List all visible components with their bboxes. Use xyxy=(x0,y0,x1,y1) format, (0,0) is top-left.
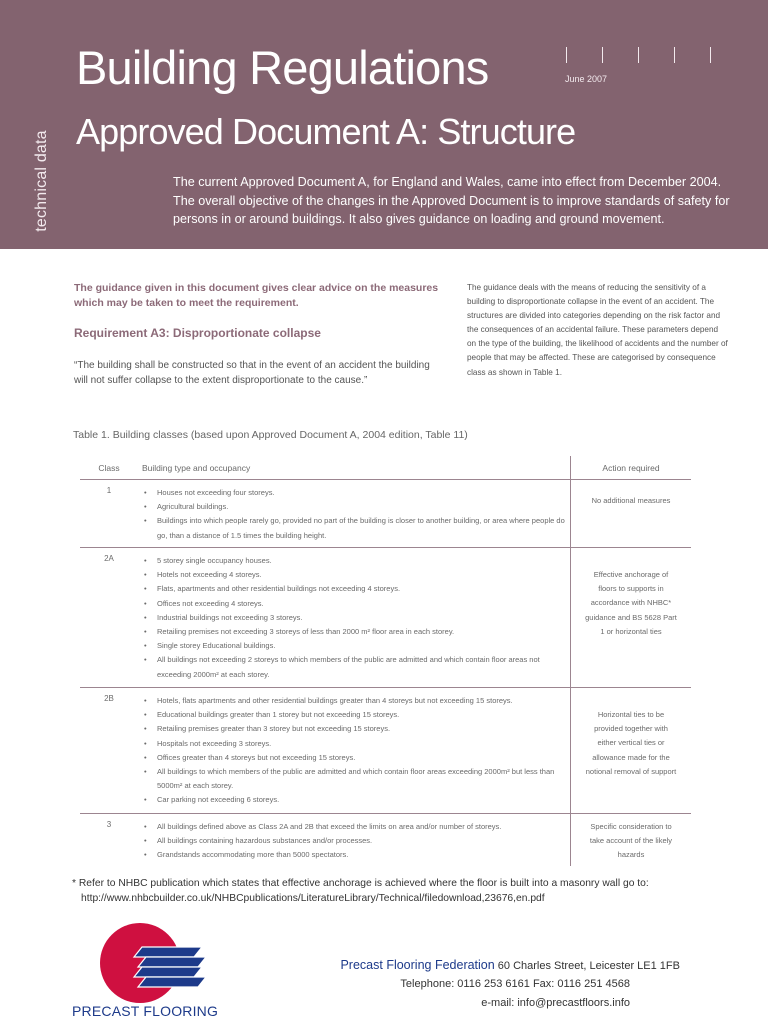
logo-stacked-slabs xyxy=(134,947,206,987)
table-row xyxy=(80,814,691,866)
class-cell: 2B xyxy=(80,688,138,814)
guidance-paragraph: The guidance deals with the means of reducing the sensitivity of a building to disproportionate collapse in the event of an accident. The structures are divided into categories depending on the risk factor and the consequences of an accidental failure. These parameters depend on the type of the building, the likelihood of accidents and the number of people that may be affected. These are categorised by consequence class as shown in Table 1. xyxy=(467,283,728,377)
footnote-text: * Refer to NHBC publication which states that effective anchorage is achieved where the floor is built into a masonry wall go to: xyxy=(72,878,649,889)
action-text: No additional measures xyxy=(591,496,671,505)
page-title: Building Regulations xyxy=(76,41,489,94)
side-tab xyxy=(29,126,55,236)
requirement-quote: “The building shall be constructed so that in the event of an accident the building will not suffer collapse to the extent disproportionate to the cause.” xyxy=(74,360,430,386)
occupancy-list xyxy=(139,486,569,543)
action-cell xyxy=(571,480,692,548)
type-column-header: Building type and occupancy xyxy=(138,456,571,480)
occupancy-list xyxy=(139,820,569,863)
list-item: • All buildings to which members of the public are admitted and which contain floor areas exceeding 2000m² but less than 5000m² at each storey. xyxy=(144,765,569,793)
action-cell xyxy=(571,548,692,688)
page-subtitle: Approved Document A: Structure xyxy=(76,111,576,152)
list-item: • Hotels not exceeding 4 storeys. xyxy=(144,568,569,582)
org-address-line xyxy=(286,958,680,972)
org-name: Precast Flooring Federation xyxy=(340,958,495,972)
type-cell xyxy=(138,548,571,688)
precast-flooring-logo-icon xyxy=(100,923,214,1003)
class-cell: 3 xyxy=(80,814,138,866)
list-item: • Buildings into which people rarely go, provided no part of the building is closer to another building, or area where people do go, than a distance of 1.5 times the building height. xyxy=(144,514,569,542)
type-cell xyxy=(138,480,571,548)
footnote-link[interactable]: http://www.nhbcbuilder.co.uk/NHBCpublications/LiteratureLibrary/Technical/filedownload,23676,en.pdf xyxy=(81,892,545,904)
list-item: • Agricultural buildings. xyxy=(144,500,569,514)
action-text: Horizontal ties to be provided together with either vertical ties or allowance made for the notional removal of support xyxy=(585,710,677,776)
publication-date: June 2007 xyxy=(565,74,608,84)
list-item: • All buildings defined above as Class 2A and 2B that exceed the limits on area and/or number of storeys. xyxy=(144,820,569,834)
list-item: • Houses not exceeding four storeys. xyxy=(144,486,569,500)
occupancy-list xyxy=(139,694,569,808)
table-row xyxy=(80,480,691,548)
org-address: 60 Charles Street, Leicester LE1 1FB xyxy=(497,960,680,972)
class-column-header: Class xyxy=(80,456,138,480)
tick-mark xyxy=(710,47,711,63)
list-item: • Retailing premises greater than 3 storey but not exceeding 15 storeys. xyxy=(144,722,569,736)
building-classes-table xyxy=(80,456,691,866)
type-cell xyxy=(138,688,571,814)
header-band xyxy=(0,0,768,249)
tick-marks xyxy=(566,47,716,63)
type-cell xyxy=(138,814,571,866)
list-item: • Car parking not exceeding 6 storeys. xyxy=(144,793,569,807)
action-cell xyxy=(571,814,692,866)
table-header-row xyxy=(80,456,691,480)
class-cell: 1 xyxy=(106,486,112,495)
table-caption: Table 1. Building classes (based upon Approved Document A, 2004 edition, Table 11) xyxy=(73,429,468,441)
footnote xyxy=(72,877,732,906)
list-item: • Retailing premises not exceeding 3 storeys of less than 2000 m² floor area in each storey. xyxy=(144,625,569,639)
tick-mark xyxy=(638,47,639,63)
list-item: • Grandstands accommodating more than 5000 spectators. xyxy=(144,848,569,862)
list-item: • Hospitals not exceeding 3 storeys. xyxy=(144,737,569,751)
action-text: Specific consideration to take account of the likely hazards xyxy=(589,822,673,860)
requirement-heading: Requirement A3: Disproportionate collapse xyxy=(74,326,321,340)
tick-mark xyxy=(602,47,603,63)
list-item: • Flats, apartments and other residential buildings not exceeding 4 storeys. xyxy=(144,582,569,596)
email-address[interactable]: e-mail: info@precastfloors.info xyxy=(481,997,630,1009)
telephone-fax: Telephone: 0116 253 6161 Fax: 0116 251 4568 xyxy=(400,978,630,990)
list-item: • Single storey Educational buildings. xyxy=(144,639,569,653)
table-row xyxy=(80,688,691,814)
list-item: • Industrial buildings not exceeding 3 storeys. xyxy=(144,611,569,625)
tick-mark xyxy=(566,47,567,63)
action-text: Effective anchorage of floors to supports in accordance with NHBC* guidance and BS 5628 Part 1 or horizontal ties xyxy=(585,570,677,636)
list-item: • 5 storey single occupancy houses. xyxy=(144,554,569,568)
tick-mark xyxy=(674,47,675,63)
action-column-header: Action required xyxy=(571,456,692,480)
lead-paragraph: The guidance given in this document gives clear advice on the measures which may be taken to meet the requirement. xyxy=(74,282,439,309)
list-item: • All buildings not exceeding 2 storeys to which members of the public are admitted and which contain floor areas not exceeding 2000m² at each storey. xyxy=(144,653,569,681)
intro-paragraph: The current Approved Document A, for England and Wales, came into effect from December 2004. The overall objective of the changes in the Approved Document is to improve standards of safety for persons in or around buildings. It also gives guidance on loading and ground movement. xyxy=(173,175,730,226)
list-item: • Offices not exceeding 4 storeys. xyxy=(144,597,569,611)
table-row xyxy=(80,548,691,688)
occupancy-list xyxy=(139,554,569,682)
list-item: • Offices greater than 4 storeys but not exceeding 15 storeys. xyxy=(144,751,569,765)
list-item: • Hotels, flats apartments and other residential buildings greater than 4 storeys but not exceeding 15 storeys. xyxy=(144,694,569,708)
action-cell xyxy=(571,688,692,814)
list-item: • Educational buildings greater than 1 storey but not exceeding 15 storeys. xyxy=(144,708,569,722)
side-tab-label: technical data xyxy=(33,130,51,232)
list-item: • All buildings containing hazardous substances and/or processes. xyxy=(144,834,569,848)
logo-wordmark: PRECAST FLOORING xyxy=(72,1003,219,1019)
class-cell: 2A xyxy=(80,548,138,688)
